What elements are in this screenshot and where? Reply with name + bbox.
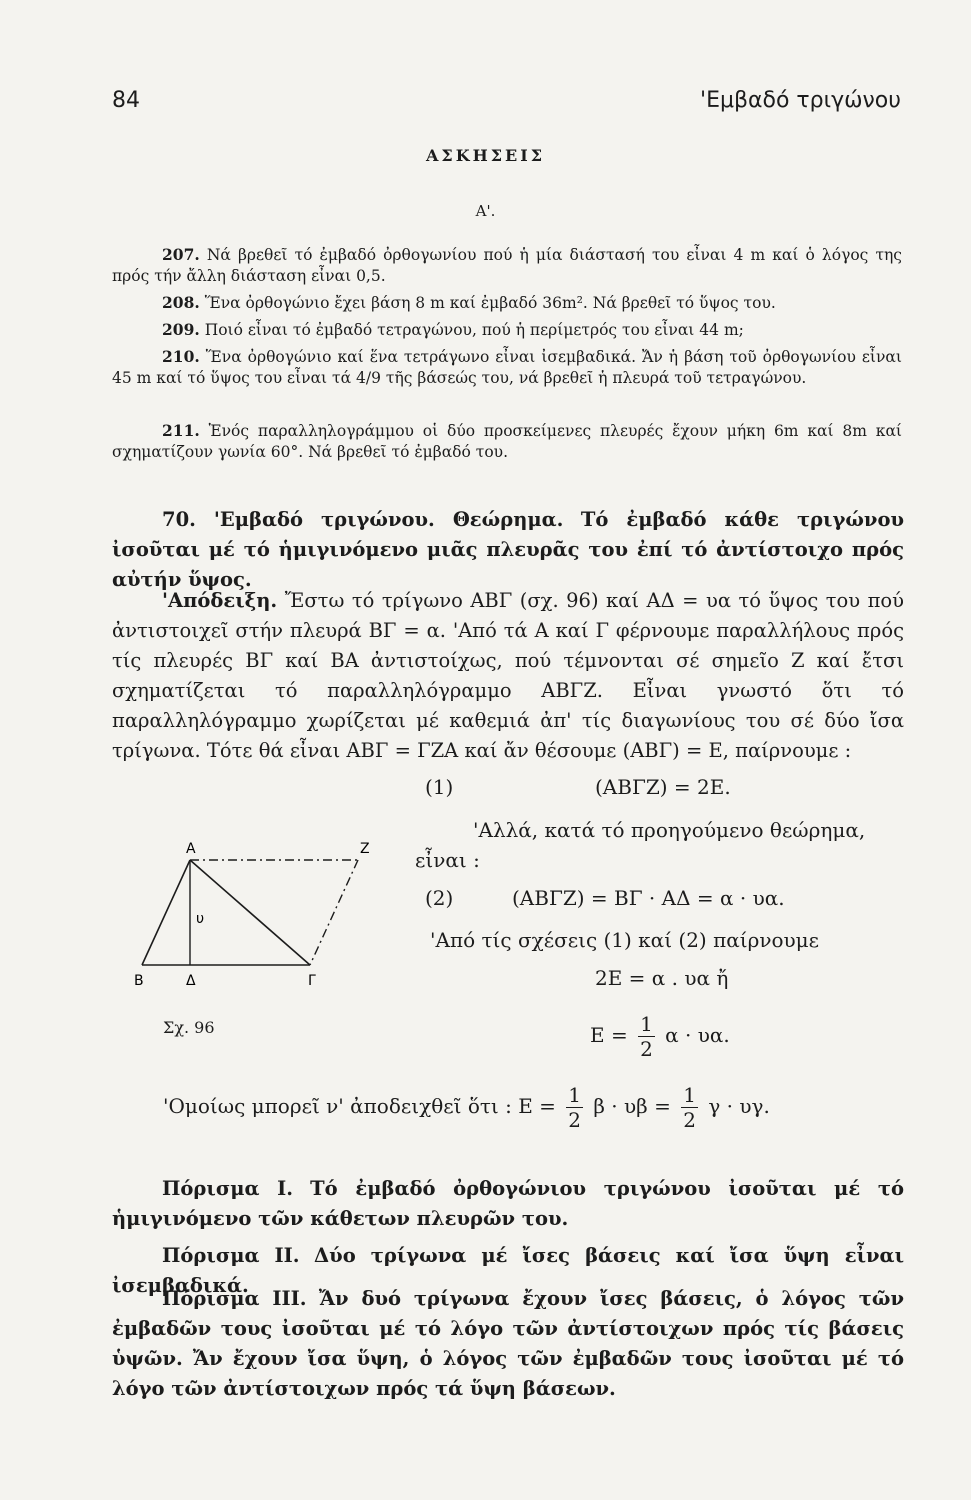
equation-1: (ΑΒΓΖ) = 2Ε. bbox=[595, 775, 731, 799]
label-Z: Z bbox=[360, 841, 370, 857]
exercise-211: 211. Ἑνός παραλληλογράμμου οἱ δύο προσκείμενες πλευρές ἔχουν μήκη 6m καί 8m καί σχηματίζουν γωνία 60°. Νά βρεθεῖ τό ἐμβαδό του. bbox=[112, 421, 902, 461]
parallel-line-ZG bbox=[310, 860, 358, 965]
running-header: 'Εμβαδό τριγώνου bbox=[700, 88, 901, 113]
theorem bbox=[112, 505, 904, 595]
proof-label: 'Απόδειξη. bbox=[162, 589, 278, 612]
exercise-208: 208. Ἕνα ὀρθογώνιο ἔχει βάση 8 m καί ἐμβαδό 36m². Νά βρεθεῖ τό ὕψος του. bbox=[162, 293, 776, 312]
side-AG bbox=[190, 860, 310, 965]
equation-2-label: (2) bbox=[425, 886, 454, 910]
theorem-statement: Τό ἐμβαδό κάθε τριγώνου ἰσοῦται μέ τό ἡμιγινόμενο μιᾶς πλευρᾶς του ἐπί τό ἀντίστοιχο πρός αὐτήν ὕψος. bbox=[112, 508, 905, 591]
label-u: υ bbox=[196, 911, 205, 927]
corollary-2: Πόρισμα ΙΙ. Δύο τρίγωνα μέ ἴσες βάσεις καί ἴσα ὕψη εἶναι ἰσεμβαδικά. bbox=[112, 1244, 905, 1297]
figure-96 bbox=[130, 835, 400, 995]
corollary-3: Πόρισμα ΙΙΙ. Ἄν δυό τρίγωνα ἔχουν ἴσες βάσεις, ὁ λόγος τῶν ἐμβαδῶν τους ἰσοῦται μέ τό λόγο τῶν ἀντίστοιχων πρός τίς βάσεις ὑψῶν. Ἄν ἔχουν ἴσα ὕψη, ὁ λόγος τῶν ἐμβαδῶν τους ἰσοῦται μέ τό λόγο τῶν ἀντίστοιχων πρός τά ὕψη βάσεων. bbox=[112, 1287, 904, 1400]
label-D: Δ bbox=[186, 973, 196, 989]
label-G: Γ bbox=[308, 973, 316, 989]
equation-1-label: (1) bbox=[425, 775, 454, 799]
label-A: Α bbox=[186, 841, 196, 857]
corollary-1: Πόρισμα Ι. Τό ἐμβαδό ὀρθογώνιου τριγώνου ἰσοῦται μέ τό ἡμιγινόμενο τῶν κάθετων πλευρῶν του. bbox=[112, 1177, 904, 1230]
equation-2: (ΑΒΓΖ) = ΒΓ · ΑΔ = α · υα. bbox=[512, 886, 785, 910]
proof-line-2b: εἶναι : bbox=[415, 848, 480, 872]
label-B: Β bbox=[134, 973, 144, 989]
exercise-207: 207. Νά βρεθεῖ τό ἐμβαδό ὀρθογωνίου πού ἡ μία διάστασή του εἶναι 4 m καί ὁ λόγος της πρός τήν ἄλλη διάσταση εἶναι 0,5. bbox=[112, 245, 902, 285]
equation-3: 2Ε = α . υα ἤ bbox=[595, 966, 729, 990]
exercises-heading: ΑΣΚΗΣΕΙΣ bbox=[425, 146, 546, 165]
theorem-label: 70. 'Εμβαδό τριγώνου. Θεώρημα. bbox=[162, 508, 564, 531]
proof-text: 'Απόδειξη. Ἔστω τό τρίγωνο ΑΒΓ (σχ. 96) καί ΑΔ = υα τό ὕψος του πού ἀντιστοιχεῖ στήν πλευρά ΒΓ = α. 'Από τά Α καί Γ φέρνουμε παραλλήλους πρός τίς πλευρές ΒΓ καί ΒΑ ἀντιστοίχως, πού τέμνονται σέ σημεῖο Ζ καί ἔτσι σχηματίζεται τό παραλληλόγραμμο ΑΒΓΖ. Εἶναι γνωστό ὅτι τό παραλληλόγραμμο χωρίζεται μέ καθεμιά ἀπ' τίς διαγωνίους του σέ δύο ἴσα τρίγωνα. Τότε θά εἶναι ΑΒΓ = ΓΖΑ καί ἄν θέσουμε (ΑΒΓ) = Ε, παίρνουμε : bbox=[112, 589, 904, 762]
figure-caption: Σχ. 96 bbox=[163, 1018, 215, 1037]
proof-line-2a: 'Αλλά, κατά τό προηγούμενο θεώρημα, bbox=[473, 818, 866, 842]
proof-line-3: 'Από τίς σχέσεις (1) καί (2) παίρνουμε bbox=[430, 928, 820, 952]
page-number: 84 bbox=[112, 88, 140, 113]
similar-equation: 'Ομοίως μπορεῖ ν' ἀποδειχθεῖ ὅτι : Ε = $\frac{1}{2}$ β · υβ = $\frac{1}{2}$ γ · υγ. bbox=[163, 1083, 770, 1132]
exercises-group: Α'. bbox=[475, 202, 496, 220]
side-AB bbox=[142, 860, 190, 965]
equation-4: Ε = $\frac{1}{2}$ α · υα. bbox=[590, 1012, 730, 1061]
exercise-209: 209. Ποιό εἶναι τό ἐμβαδό τετραγώνου, πού ἡ περίμετρός του εἶναι 44 m; bbox=[162, 320, 744, 339]
exercise-210: 210. Ἕνα ὀρθογώνιο καί ἕνα τετράγωνο εἶναι ἰσεμβαδικά. Ἄν ἡ βάση τοῦ ὀρθογωνίου εἶναι 45 m καί τό ὕψος του εἶναι τά 4/9 τῆς βάσεώς του, νά βρεθεῖ ἡ πλευρά τοῦ τετραγώνου. bbox=[112, 347, 902, 387]
